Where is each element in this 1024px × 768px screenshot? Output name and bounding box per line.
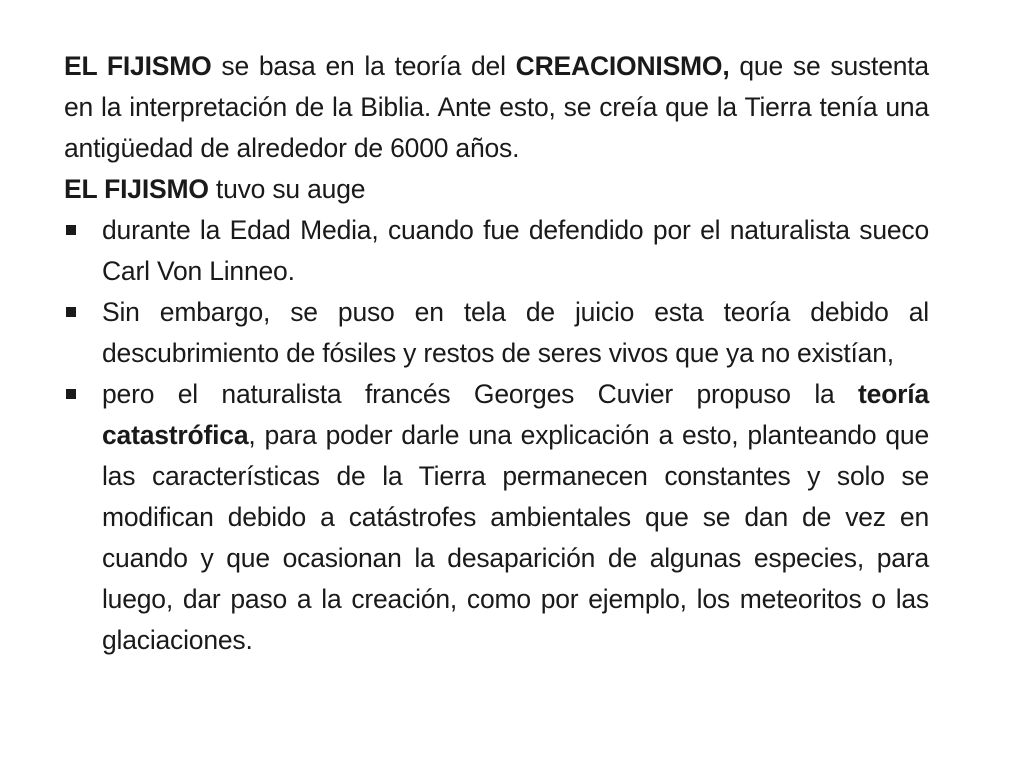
bullet-text: Sin embargo, se puso en tela de juicio esta teoría debido al descubrimiento de fósiles y restos de seres vivos que ya no existían,: [102, 297, 929, 368]
intro-paragraph: [64, 46, 929, 169]
bullet-list: [64, 210, 929, 661]
bullet-text-pre: pero el naturalista francés Georges Cuvier propuso la: [102, 379, 859, 409]
creacionismo-term: CREACIONISMO,: [515, 51, 730, 81]
bullet-text-post: , para poder darle una explicación a esto, planteando que las características de la Tierra permanecen constantes y solo se modifican debido a catástrofes ambientales que se dan de vez en cuando y que ocasionan la desaparición de algunas especies, para luego, dar paso a la creación, como por ejemplo, los meteoritos o las glaciaciones.: [102, 420, 929, 655]
square-bullet-icon: [66, 389, 76, 399]
square-bullet-icon: [66, 307, 76, 317]
fijismo-term: EL FIJISMO: [64, 51, 212, 81]
bullet-text: durante la Edad Media, cuando fue defendido por el naturalista sueco Carl Von Linneo.: [102, 215, 929, 286]
teoria-catastrofica-term: teoría catastrófica: [102, 379, 929, 450]
list-item: [64, 210, 929, 292]
fijismo-term: EL FIJISMO: [64, 174, 209, 204]
square-bullet-icon: [66, 225, 76, 235]
intro-text-1: se basa en la teoría del: [211, 51, 516, 81]
list-item: [64, 292, 929, 374]
auge-text: tuvo su auge: [208, 174, 366, 204]
intro-text-2: que se sustenta en la interpretación de la Biblia. Ante esto, se creía que la Tierra tenía una antigüedad de alrededor de 6000 años.: [64, 51, 929, 163]
auge-line: [64, 169, 929, 210]
list-item: [64, 374, 929, 661]
